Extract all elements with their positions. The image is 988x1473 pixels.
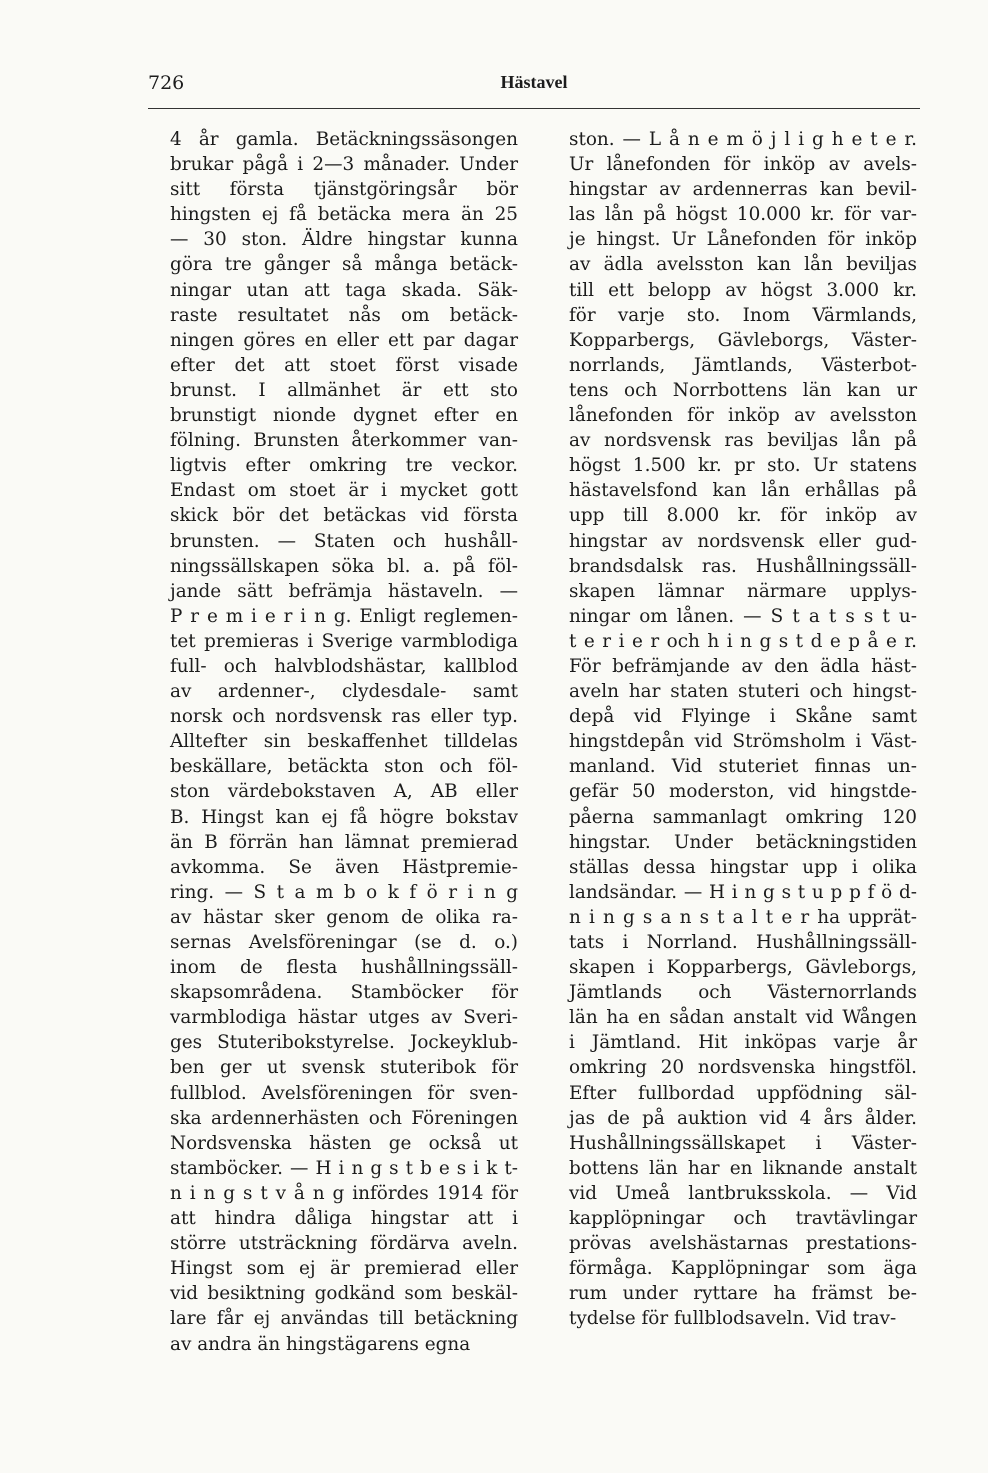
text-line: län ha en sådan anstalt vid Wången [569, 1007, 917, 1029]
text-line: jande sätt befrämja hästaveln. — [170, 580, 518, 602]
text-line: hästavelsfond kan lån erhållas på [569, 480, 917, 502]
text-line: ligtvis efter omkring tre veckor. [170, 455, 518, 477]
text-line: av nordsvensk ras beviljas lån på [569, 430, 917, 452]
text-line: B. Hingst kan ej få högre bokstav [170, 806, 518, 828]
text-line: hingstar. Under betäckningstiden [569, 831, 917, 853]
text-line: än B förrän han lämnat premierad [170, 831, 518, 853]
text-line: förmåga. Kapplöpningar som äga [569, 1258, 917, 1280]
text-line: av andra än hingstägarens egna [170, 1333, 471, 1355]
text-line: aveln har staten stuteri och hingst- [569, 681, 917, 703]
text-line: efter det att stoet först visade [170, 354, 518, 376]
text-line: skapen lämnar närmare upplys- [569, 580, 917, 602]
text-line: ningar utan att taga skada. Säk- [170, 279, 518, 301]
text-line: stamböcker. — H i n g s t b e s i k t- [170, 1157, 518, 1179]
text-line: varmblodiga hästar utges av Sveri- [170, 1007, 518, 1029]
text-line: brukar pågå i 2—3 månader. Under [170, 154, 518, 176]
text-line: brunsten. — Staten och hushåll- [170, 530, 518, 552]
page-header [148, 72, 920, 102]
text-line: las lån på högst 10.000 kr. för var- [569, 204, 917, 226]
text-line: inom de flesta hushållningssäll- [170, 957, 518, 979]
text-line: brunst. I allmänhet är ett sto [170, 379, 518, 401]
text-line: Ur lånefonden för inköp av avels- [569, 154, 917, 176]
text-line: För befrämjande av den ädla häst- [569, 655, 917, 677]
text-line: Hushållningssällskapet i Väster- [569, 1132, 917, 1154]
text-line: omkring 20 nordsvenska hingstföl. [569, 1057, 917, 1079]
right-column [569, 127, 917, 1332]
text-line: ring. — S t a m b o k f ö r i n g [170, 881, 518, 903]
text-line: ston. — L å n e m ö j l i g h e t e r. [569, 129, 917, 150]
text-line: hingstar av nordsvensk eller gud- [569, 530, 917, 552]
text-line: Efter fullbordad uppfödning säl- [569, 1082, 917, 1104]
text-line: vid besiktning godkänd som beskäl- [170, 1283, 518, 1305]
text-line: rum under ryttare ha främst be- [569, 1283, 917, 1305]
text-line: brunstigt nionde dygnet efter en [170, 405, 518, 427]
text-line: jas de på auktion vid 4 års ålder. [569, 1107, 917, 1129]
text-line: norsk och nordsvensk ras eller typ. [170, 706, 518, 728]
text-line: sitt första tjänstgöringsår bör [170, 179, 518, 201]
text-line: lånefonden för inköp av avelsston [569, 405, 917, 427]
text-line: ben ger ut svensk stuteribok för [170, 1057, 518, 1079]
text-line: n i n g s t v å n g infördes 1914 för [170, 1182, 518, 1204]
text-line: je hingst. Ur Lånefonden för inköp [569, 229, 917, 251]
text-line: ningssällskapen söka bl. a. på föl- [170, 555, 518, 577]
text-line: tydelse för fullblodsaveln. Vid trav- [569, 1308, 897, 1330]
text-line: Alltefter sin beskaffenhet tilldelas [170, 731, 518, 753]
text-line: Nordsvenska hästen ge också ut [170, 1132, 518, 1154]
text-line: Kopparbergs, Gävleborgs, Väster- [569, 329, 917, 351]
text-line: av hästar sker genom de olika ra- [170, 906, 518, 928]
text-line: landsändar. — H i n g s t u p p f ö d- [569, 881, 917, 903]
text-line: fullblod. Avelsföreningen för sven- [170, 1082, 518, 1104]
text-line: n i n g s a n s t a l t e r ha upprät- [569, 906, 917, 928]
page-number: 726 [148, 72, 185, 94]
text-line: P r e m i e r i n g. Enligt reglemen- [170, 605, 518, 627]
text-line: skick bör det betäckas vid första [170, 505, 518, 527]
text-line: av ädla avelsston kan lån beviljas [569, 254, 917, 276]
text-line: skapen i Kopparbergs, Gävleborgs, [569, 957, 917, 979]
text-line: bottens län har en liknande anstalt [569, 1157, 917, 1179]
text-line: större utsträckning fördärva aveln. [170, 1233, 518, 1255]
text-line: — 30 ston. Äldre hingstar kunna [170, 229, 518, 251]
text-line: Jämtlands och Västernorrlands [569, 982, 917, 1004]
text-line: tet premieras i Sverige varmblodiga [170, 630, 518, 652]
text-line: hingsten ej få betäcka mera än 25 [170, 204, 518, 226]
text-line: att hindra dåliga hingstar att i [170, 1208, 518, 1230]
text-line: depå vid Flyinge i Skåne samt [569, 706, 917, 728]
text-line: tens och Norrbottens län kan ur [569, 379, 917, 401]
text-line: norrlands, Jämtlands, Västerbot- [569, 354, 917, 376]
text-line: manland. Vid stuteriet finnas un- [569, 756, 917, 778]
text-line: för varje sto. Inom Värmlands, [569, 304, 917, 326]
text-line: t e r i e r och h i n g s t d e p å e r. [569, 630, 917, 652]
left-column [170, 127, 518, 1357]
header-rule [148, 108, 920, 109]
text-line: sernas Avelsföreningar (se d. o.) [170, 932, 518, 953]
text-line: ges Stuteribokstyrelse. Jockeyklub- [170, 1032, 518, 1054]
text-line: hingstar av ardennerras kan bevil- [569, 179, 917, 201]
text-line: ningen göres en eller ett par dagar [170, 329, 518, 351]
text-line: Hingst som ej är premierad eller [170, 1258, 518, 1280]
text-line: lare får ej användas till betäckning [170, 1308, 518, 1330]
text-line: fölning. Brunsten återkommer van- [170, 430, 518, 452]
text-line: beskällare, betäckta ston och föl- [170, 756, 518, 778]
text-line: av ardenner-, clydesdale- samt [170, 681, 518, 703]
text-line: till ett belopp av högst 3.000 kr. [569, 279, 917, 301]
text-line: skapsområdena. Stamböcker för [170, 982, 518, 1004]
text-line: gefär 50 moderston, vid hingstde- [569, 781, 917, 803]
text-line: tats i Norrland. Hushållningssäll- [569, 932, 917, 953]
text-line: vid Umeå lantbruksskola. — Vid [569, 1182, 917, 1204]
text-line: kapplöpningar och travtävlingar [569, 1208, 917, 1230]
text-line: högst 1.500 kr. pr sto. Ur statens [569, 455, 917, 477]
text-line: hingstdepån vid Strömsholm i Väst- [569, 731, 917, 753]
text-line: ställas dessa hingstar upp i olika [569, 856, 917, 878]
text-line: ningar om lånen. — S t a t s s t u- [569, 605, 917, 627]
text-line: avkomma. Se även Hästpremie- [170, 856, 518, 878]
text-line: raste resultatet nås om betäck- [170, 304, 518, 326]
running-head: Hästavel [500, 72, 568, 92]
text-line: brandsdalsk ras. Hushållningssäll- [569, 555, 917, 577]
text-line: prövas avelshästarnas prestations- [569, 1233, 917, 1255]
text-line: 4 år gamla. Betäckningssäsongen [170, 129, 518, 150]
text-line: ston värdebokstaven A, AB eller [170, 781, 518, 803]
text-line: Endast om stoet är i mycket gott [170, 480, 518, 502]
text-line: full- och halvblodshästar, kallblod [170, 655, 518, 677]
text-line: upp till 8.000 kr. för inköp av [569, 505, 917, 527]
text-line: påerna sammanlagt omkring 120 [569, 806, 917, 828]
text-line: ska ardennerhästen och Föreningen [170, 1107, 518, 1129]
text-line: i Jämtland. Hit inköpas varje år [569, 1032, 917, 1054]
text-line: göra tre gånger så många betäck- [170, 254, 518, 276]
